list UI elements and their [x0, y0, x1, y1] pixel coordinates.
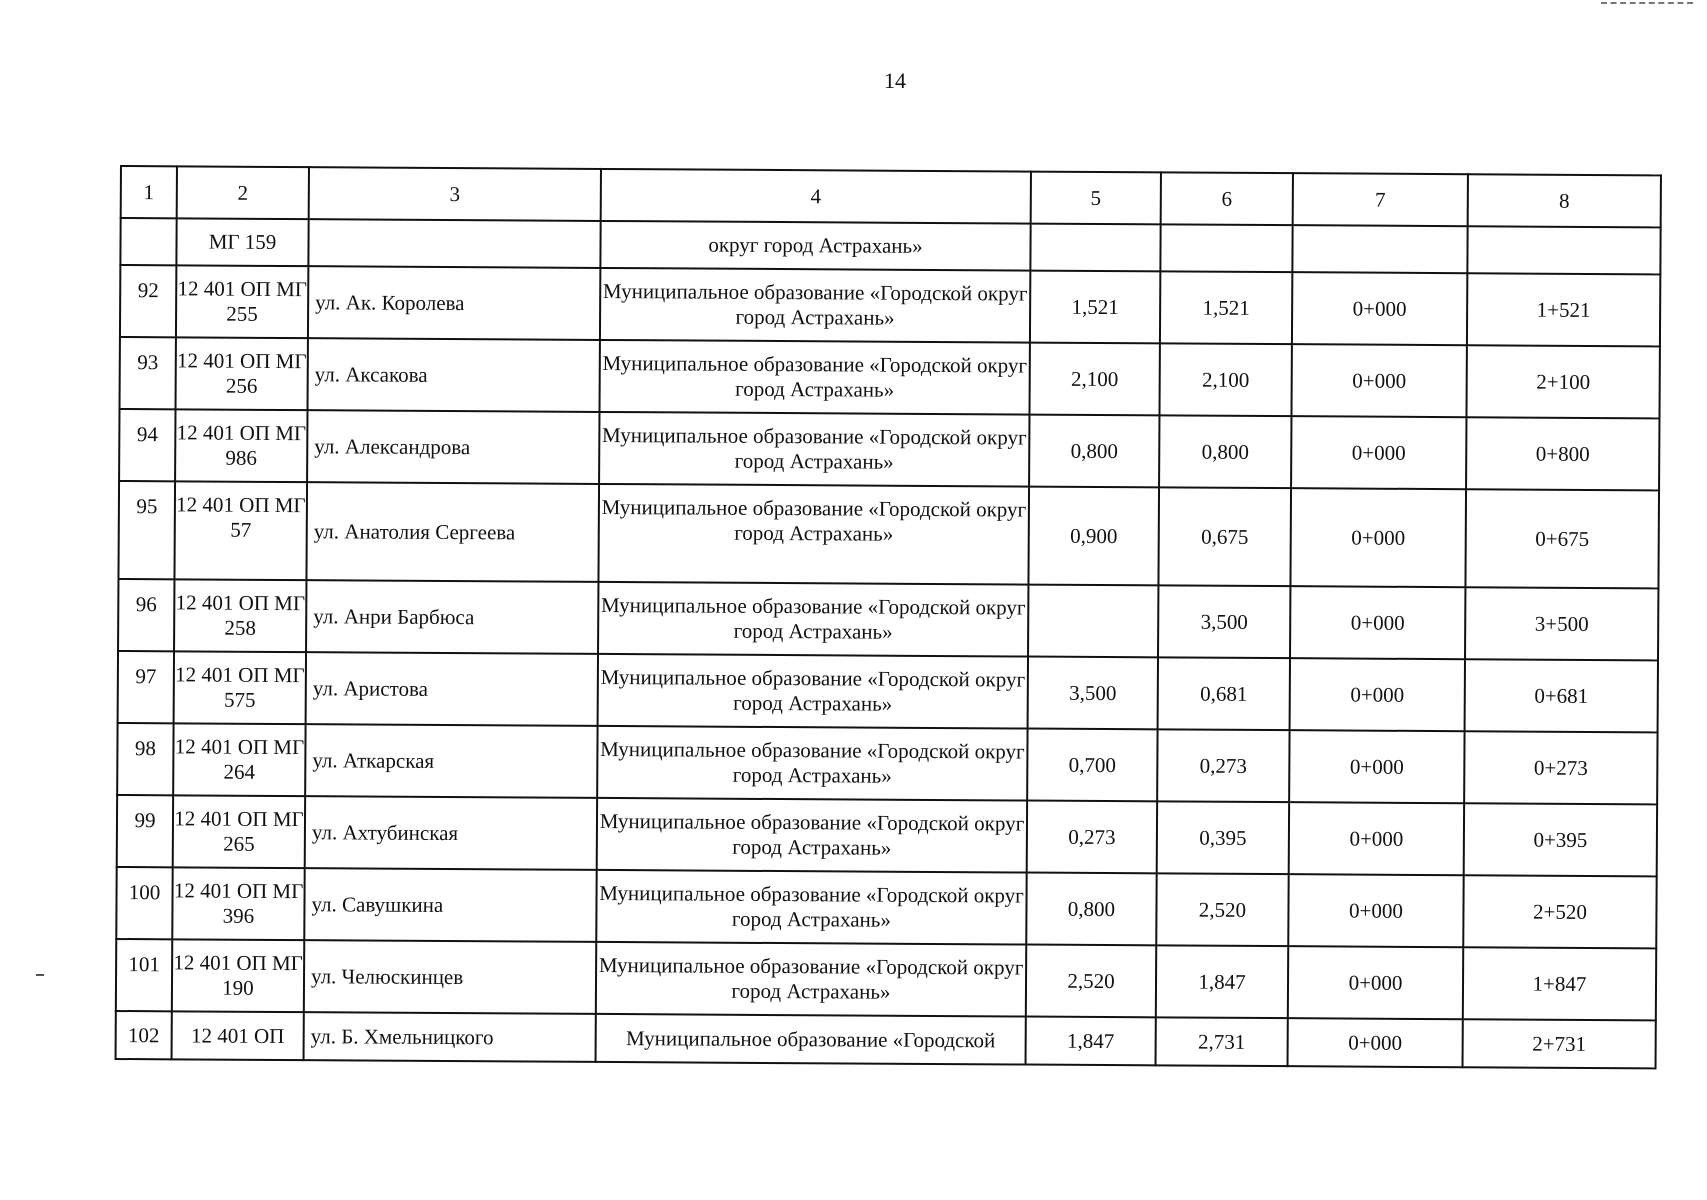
street-cell: ул. Ак. Королева [308, 266, 600, 340]
value-cell: 0+000 [1291, 416, 1466, 489]
value-cell: 0+273 [1464, 731, 1657, 804]
page-number: 14 [884, 68, 906, 93]
row-number-cell: 100 [116, 867, 172, 939]
owner-cell: Муниципальное образование «Городской округ город Астрахань» [599, 412, 1029, 487]
row-number-cell: 101 [116, 939, 172, 1011]
roads-table [115, 165, 1662, 1069]
table-row [117, 723, 1657, 804]
value-cell: 1,847 [1026, 1017, 1156, 1066]
street-cell: ул. Аткарская [305, 724, 597, 798]
owner-cell: Муниципальное образование «Городской округ город Астрахань» [596, 870, 1026, 945]
column-number: 2 [177, 166, 309, 219]
value-cell: 0,395 [1157, 801, 1289, 874]
value-cell: 0+000 [1290, 586, 1465, 659]
table-row [120, 337, 1660, 418]
road-code-cell: 12 401 ОП МГ 258 [174, 579, 306, 652]
row-number-cell: 102 [116, 1011, 172, 1059]
street-cell: ул. Анри Барбюса [306, 580, 598, 654]
column-number: 3 [309, 167, 601, 221]
owner-cell: округ город Астрахань» [600, 221, 1030, 271]
value-cell: 3,500 [1028, 657, 1158, 730]
column-number: 7 [1293, 173, 1468, 226]
owner-cell: Муниципальное образование «Городской [596, 1014, 1026, 1065]
roads-table-container [115, 165, 1660, 1069]
value-cell: 1+521 [1467, 273, 1660, 346]
road-code-cell: 12 401 ОП МГ 575 [174, 651, 306, 724]
value-cell: 0,800 [1026, 873, 1156, 946]
value-cell: 3+500 [1465, 587, 1658, 660]
value-cell: 1,521 [1160, 271, 1292, 344]
value-cell: 0+800 [1466, 417, 1659, 490]
row-number-cell: 94 [119, 409, 175, 481]
road-code-cell: 12 401 ОП МГ 265 [173, 795, 305, 868]
value-cell: 1+847 [1463, 947, 1656, 1020]
owner-cell: Муниципальное образование «Городской округ город Астрахань» [600, 268, 1030, 343]
row-number-cell: 96 [118, 579, 174, 651]
owner-cell: Муниципальное образование «Городской округ город Астрахань» [596, 942, 1026, 1017]
value-cell: 0+000 [1288, 874, 1463, 947]
road-code-cell: МГ 159 [176, 218, 308, 266]
table-row [118, 481, 1659, 588]
value-cell: 0,681 [1158, 657, 1290, 730]
table-row [116, 939, 1656, 1020]
value-cell: 0+000 [1289, 802, 1464, 875]
column-number: 1 [121, 166, 177, 218]
row-number-cell: 95 [118, 481, 175, 579]
street-cell: ул. Аристова [306, 652, 598, 726]
road-code-cell: 12 401 ОП МГ 264 [173, 723, 305, 796]
street-cell [308, 219, 600, 268]
column-number: 8 [1468, 174, 1661, 227]
value-cell [1030, 224, 1160, 272]
street-cell: ул. Челюскинцев [304, 940, 596, 1014]
row-number-cell: 93 [120, 337, 176, 409]
row-number-cell: 97 [118, 651, 174, 723]
owner-cell: Муниципальное образование «Городской округ город Астрахань» [598, 654, 1028, 729]
value-cell: 2+100 [1466, 345, 1659, 418]
value-cell: 0+000 [1288, 946, 1463, 1019]
value-cell [1292, 225, 1467, 273]
street-cell: ул. Александрова [307, 410, 599, 484]
value-cell: 0+681 [1465, 659, 1658, 732]
value-cell: 2+520 [1463, 875, 1656, 948]
road-code-cell: 12 401 ОП МГ 256 [176, 337, 308, 410]
owner-cell: Муниципальное образование «Городской округ город Астрахань» [597, 798, 1027, 873]
owner-cell: Муниципальное образование «Городской округ город Астрахань» [598, 582, 1028, 657]
owner-cell: Муниципальное образование «Городской округ город Астрахань» [597, 726, 1027, 801]
value-cell: 2+731 [1463, 1019, 1656, 1068]
street-cell: ул. Б. Хмельницкого [304, 1012, 596, 1062]
column-number-row [121, 166, 1661, 227]
row-number-cell: 92 [120, 265, 176, 337]
value-cell: 0,675 [1158, 487, 1291, 586]
value-cell: 1,847 [1156, 945, 1288, 1018]
road-code-cell: 12 401 ОП МГ 57 [174, 481, 307, 580]
road-code-cell: 12 401 ОП [172, 1011, 304, 1060]
table-row [118, 579, 1658, 660]
value-cell: 2,100 [1029, 343, 1159, 416]
table-row [120, 265, 1660, 346]
value-cell: 0,700 [1027, 729, 1157, 802]
value-cell [1028, 585, 1158, 658]
street-cell: ул. Ахтубинская [305, 796, 597, 870]
street-cell: ул. Аксакова [308, 338, 600, 412]
value-cell: 3,500 [1158, 585, 1290, 658]
value-cell: 2,100 [1159, 343, 1291, 416]
street-cell: ул. Савушкина [304, 868, 596, 942]
row-number-cell: 98 [117, 723, 173, 795]
value-cell: 0+000 [1288, 1018, 1463, 1067]
scan-edge-mark [1601, 2, 1693, 6]
column-number: 6 [1161, 172, 1293, 225]
value-cell: 0,900 [1028, 487, 1159, 586]
road-code-cell: 12 401 ОП МГ 396 [172, 867, 304, 940]
value-cell: 2,731 [1156, 1017, 1288, 1066]
scan-margin-mark [36, 974, 44, 976]
value-cell: 0,800 [1029, 415, 1159, 488]
row-number-cell: 99 [117, 795, 173, 867]
value-cell: 2,520 [1156, 873, 1288, 946]
owner-cell: Муниципальное образование «Городской округ город Астрахань» [598, 484, 1029, 585]
value-cell: 0+000 [1289, 730, 1464, 803]
column-number: 5 [1031, 172, 1161, 225]
road-code-cell: 12 401 ОП МГ 190 [172, 939, 304, 1012]
owner-cell: Муниципальное образование «Городской округ город Астрахань» [600, 340, 1030, 415]
value-cell: 0+000 [1292, 272, 1467, 345]
table-row [116, 1011, 1656, 1068]
value-cell: 0+675 [1465, 489, 1659, 588]
road-code-cell: 12 401 ОП МГ 255 [176, 265, 308, 338]
value-cell: 0,800 [1159, 415, 1291, 488]
road-code-cell: 12 401 ОП МГ 986 [175, 409, 307, 482]
value-cell: 0+000 [1290, 658, 1465, 731]
value-cell: 1,521 [1030, 271, 1160, 344]
table-row [116, 867, 1656, 948]
number-cell [120, 218, 176, 265]
value-cell: 2,520 [1026, 945, 1156, 1018]
value-cell: 0,273 [1027, 801, 1157, 874]
value-cell: 0+000 [1290, 488, 1466, 587]
value-cell [1467, 226, 1660, 274]
value-cell: 0+395 [1464, 803, 1657, 876]
street-cell: ул. Анатолия Сергеева [306, 482, 599, 582]
table-row [117, 795, 1657, 876]
column-number: 4 [601, 169, 1031, 224]
value-cell: 0+000 [1291, 344, 1466, 417]
table-row [119, 409, 1659, 490]
table-row [118, 651, 1658, 732]
value-cell [1160, 224, 1292, 272]
value-cell: 0,273 [1157, 729, 1289, 802]
